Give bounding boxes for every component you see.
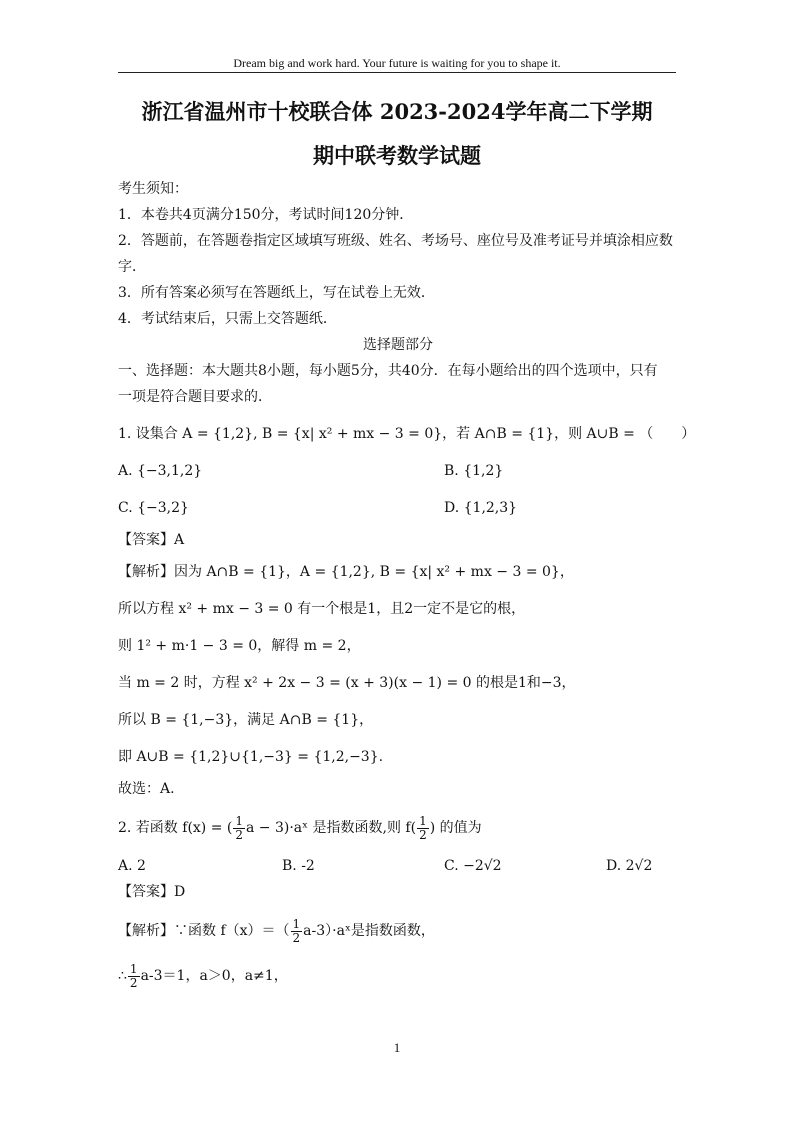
fraction-numerator: 1 <box>292 916 301 931</box>
note-item-2: 2．答题前，在答题卷指定区域填写班级、姓名、考场号、座位号及准考证号并填涂相应数 <box>118 233 673 249</box>
q1-analysis-6: 即 A∪B = {1,2}∪{1,−3} = {1,2,−3}. <box>118 749 384 765</box>
exam-title-line2: 期中联考数学试题 <box>313 143 481 168</box>
q2-analysis-fraction-2 <box>128 963 140 990</box>
header-rule <box>118 72 676 73</box>
q2-analysis-2-part1: ∴ <box>118 968 127 984</box>
q1-analysis-5: 所以 B = {1,−3}，满足 A∩B = {1}， <box>118 712 374 728</box>
q2-option-b: B. -2 <box>282 858 315 874</box>
q1-option-b: B. {1,2} <box>444 463 504 479</box>
note-item-1: 1．本卷共4页满分150分，考试时间120分钟． <box>118 207 414 223</box>
fraction-denominator: 2 <box>129 975 138 990</box>
q2-stem-fraction-2 <box>417 815 429 842</box>
document-body <box>118 178 696 994</box>
q1-option-d: D. {1,2,3} <box>444 500 518 516</box>
q1-option-a: A. {−3,1,2} <box>118 463 203 479</box>
q2-answer: 【答案】D <box>118 884 186 900</box>
q1-analysis-3: 则 1² + m·1 − 3 = 0，解得 m = 2， <box>118 638 361 654</box>
q2-option-d: D. 2√2 <box>606 858 653 874</box>
note-item-4: 4．考试结束后，只需上交答题纸． <box>118 311 337 327</box>
page-number: 1 <box>393 1040 401 1055</box>
page-header: Dream big and work hard. Your future is waiting for you to shape it. <box>233 56 561 70</box>
note-item-3: 3．所有答案必须写在答题纸上，写在试卷上无效． <box>118 285 435 301</box>
q1-analysis-2: 所以方程 x² + mx − 3 = 0 有一个根是1，且2一定不是它的根， <box>118 601 526 617</box>
section-title: 选择题部分 <box>363 337 433 353</box>
q2-analysis-1-part1: 【解析】∵函数 f（x）＝（ <box>118 923 290 939</box>
fraction-denominator: 2 <box>235 827 243 842</box>
q1-stem: 1. 设集合 A = {1,2}, B = {x| x² + mx − 3 = 0}，若 A∩B = {1}，则 A∪B = （ ） <box>118 426 696 442</box>
fraction-numerator: 1 <box>419 813 427 828</box>
q1-option-c: C. {−3,2} <box>118 500 189 516</box>
note-item-2-cont: 字． <box>118 259 146 275</box>
q2-stem <box>118 810 678 846</box>
q2-stem-part3: ) 的值为 <box>429 820 482 836</box>
fraction-denominator: 2 <box>419 827 427 842</box>
q2-stem-part1: 2. 若函数 f(x) = ( <box>118 820 233 836</box>
q2-stem-fraction-1 <box>233 815 245 842</box>
q2-analysis-1-part2: a-3）·aˣ是指数函数， <box>303 923 435 939</box>
q1-options-row2 <box>118 497 678 520</box>
notes-heading: 考生须知： <box>118 181 188 197</box>
part1-instructions-line1: 一、选择题：本大题共8小题，每小题5分，共40分．在每小题给出的四个选项中，只有 <box>118 363 658 379</box>
q2-stem-part2: a − 3)·aˣ 是指数函数,则 f( <box>246 820 417 836</box>
q2-analysis-fraction-1 <box>291 918 303 945</box>
q1-analysis-4: 当 m = 2 时，方程 x² + 2x − 3 = (x + 3)(x − 1) = 0 的根是1和−3， <box>118 675 576 691</box>
q2-options-row <box>118 855 678 878</box>
q2-analysis-2 <box>118 958 678 994</box>
fraction-numerator: 1 <box>129 961 138 976</box>
q1-analysis-1: 【解析】因为 A∩B = {1}，A = {1,2}, B = {x| x² + mx − 3 = 0}， <box>118 564 574 580</box>
q2-analysis-1 <box>118 913 678 949</box>
fraction-denominator: 2 <box>292 930 301 945</box>
part1-instructions-line2: 一项是符合题目要求的． <box>118 389 272 405</box>
fraction-numerator: 1 <box>235 813 243 828</box>
exam-title-line1: 浙江省温州市十校联合体 2023-2024学年高二下学期 <box>141 99 653 124</box>
q2-option-c: C. −2√2 <box>444 858 502 874</box>
q2-analysis-2-part2: a-3＝1，a＞0，a≠1， <box>140 968 288 984</box>
q1-analysis-7: 故选：A. <box>118 781 175 797</box>
q2-option-a: A. 2 <box>118 858 146 874</box>
q1-options-row1 <box>118 460 678 483</box>
q1-answer: 【答案】A <box>118 532 185 548</box>
